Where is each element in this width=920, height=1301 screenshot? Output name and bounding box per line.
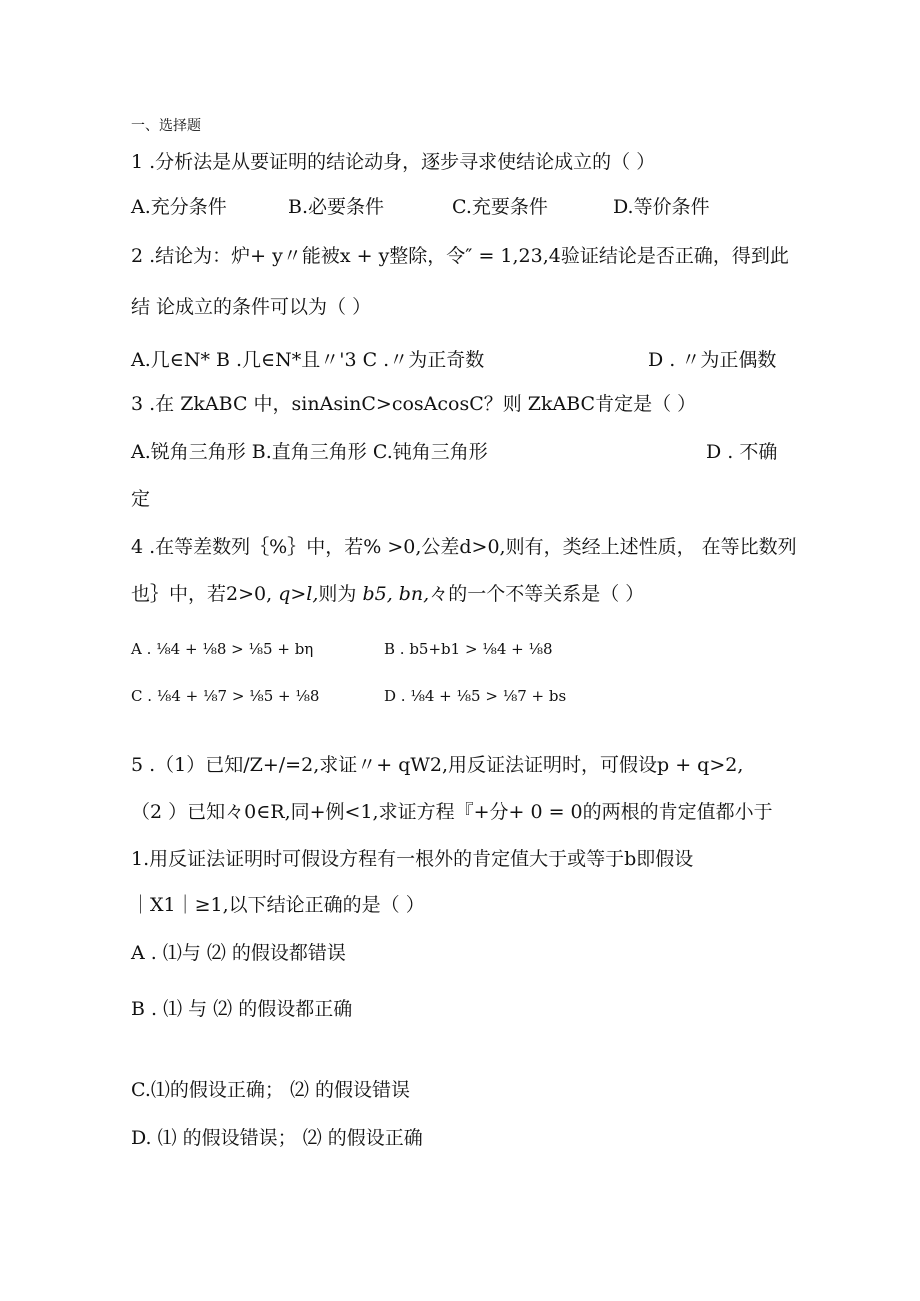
question-4-stem-q: q>l,: [278, 583, 319, 605]
question-4-option-b: B . b5+b1 > ⅛4 + ⅛8: [384, 640, 553, 658]
question-5-option-c: C.⑴的假设正确； ⑵ 的假设错误: [131, 1079, 410, 1101]
question-3-option-d-continued: 定: [131, 488, 151, 510]
question-3-options-abc: A.锐角三角形 B.直角三角形 C.钝角三角形: [131, 441, 488, 463]
question-1-option-d: D.等价条件: [613, 196, 710, 218]
question-5-line-3: 1.用反证法证明时可假设方程有一根外的肯定值大于或等于b即假设: [131, 848, 694, 870]
question-4-stem-line-2: [131, 582, 644, 606]
question-1-stem: 1 .分析法是从要证明的结论动身，逐步寻求使结论成立的（ ）: [131, 151, 656, 173]
question-1-option-a: A.充分条件: [131, 196, 227, 218]
question-4-stem-post: 々的一个不等关系是（ ）: [429, 583, 645, 605]
question-2-stem-line-2: 结 论成立的条件可以为（ ）: [131, 296, 372, 318]
question-2-option-d: D . 〃为正偶数: [648, 349, 777, 371]
question-4-option-d: D . ⅛4 + ⅛5 > ⅛7 + bs: [384, 687, 567, 705]
question-5-line-1: 5 .（1）已知/Z+∕=2,求证〃+ qW2,用反证法证明时，可假设p + q>2,: [131, 754, 744, 776]
question-4-stem-line-1: 4 .在等差数列｛%｝中，若% >0,公差d>0,则有，类经上述性质， 在等比数列: [131, 536, 797, 558]
question-3-stem: 3 .在 ZkABC 中，sinAsinC>cosAcosC？则 ZkABC肯定是（ ）: [131, 393, 697, 415]
question-4-stem-b: b5, bn,: [362, 583, 430, 605]
question-2-options-abc: A.几∈N* B .几∈N*且〃'3 C .〃为正奇数: [131, 349, 485, 371]
question-4-option-a: A . ⅛4 + ⅛8 > ⅛5 + bη: [131, 640, 314, 658]
question-5-option-b: B . ⑴ 与 ⑵ 的假设都正确: [131, 998, 353, 1020]
question-4-option-c: C . ⅛4 + ⅛7 > ⅛5 + ⅛8: [131, 687, 320, 705]
question-4-stem-mid: 则为: [318, 583, 363, 605]
question-5-line-4: ｜X1｜≥1,以下结论正确的是（ ）: [131, 894, 425, 916]
section-title: 一、选择题: [131, 118, 201, 134]
question-4-stem-pre: 也｝中，若2>0,: [131, 583, 279, 605]
question-1-option-b: B.必要条件: [288, 196, 385, 218]
question-2-stem-line-1: 2 .结论为：炉+ y〃能被x + y整除，令″ = 1,23,4验证结论是否正确，得到此: [131, 245, 789, 267]
question-3-option-d: D . 不确: [706, 441, 778, 463]
question-1-option-c: C.充要条件: [452, 196, 548, 218]
question-5-line-2: （2 ）已知々0∈R,同+例<1,求证方程『+分+ 0 = 0的两根的肯定值都小于: [131, 801, 773, 823]
question-5-option-d: D. ⑴ 的假设错误； ⑵ 的假设正确: [131, 1127, 423, 1149]
question-5-option-a: A . ⑴与 ⑵ 的假设都错误: [131, 942, 346, 964]
